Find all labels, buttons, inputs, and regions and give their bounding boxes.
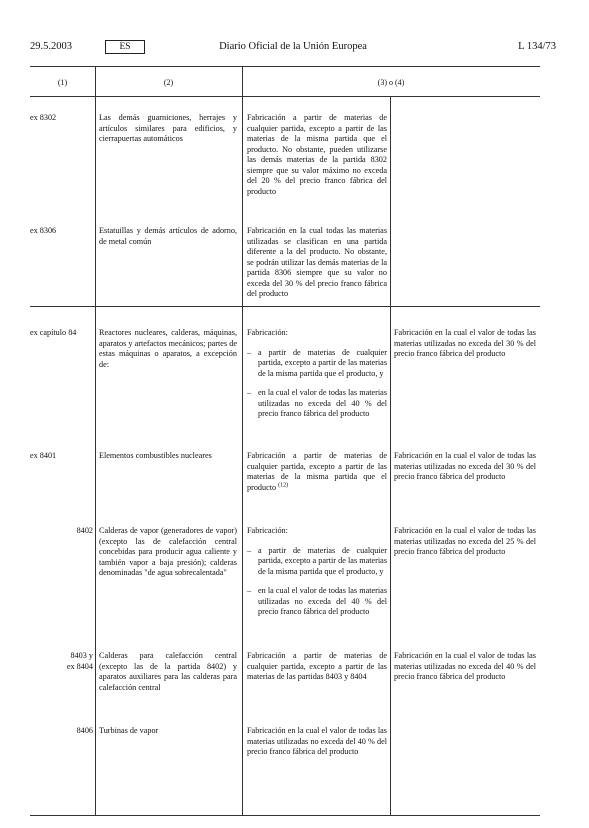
column-header-2: (2) <box>163 78 174 87</box>
row-code: ex 8401 <box>30 451 57 460</box>
row-description: Reactores nucleares, calderas, máquinas, aparatos y artefactos mecánicos; partes de estas máquinas o aparatos, a excepción de: <box>99 328 237 369</box>
rule-text: Fabricación a partir de materias de cualquier partida, excepto a partir de las materias de la misma partida que el producto <box>247 451 387 492</box>
row-code: ex capítulo 84 <box>30 328 77 337</box>
dash-glyph: – <box>247 586 252 595</box>
rule-condition-text: a partir de materias de cualquier partida, excepto a partir de las materias de la misma partida que el producto, y <box>258 545 387 576</box>
row-code-line: 8403 y <box>70 651 93 660</box>
group-separator-rule <box>30 306 540 307</box>
journal-title: Diario Oficial de la Unión Europea <box>219 41 367 52</box>
rule-condition-item <box>247 388 387 420</box>
page-header <box>30 40 556 56</box>
column-header-1: (1) <box>57 78 68 87</box>
row-rule-alternative: Fabricación en la cual el valor de todas las materias utilizadas no exceda del 30 % del precio franco fábrica del producto <box>394 328 536 358</box>
rule-intro: Fabricación: <box>247 526 288 535</box>
row-rule-primary: Fabricación a partir de materias de cualquier partida, excepto a partir de las materias de la misma partida que el producto. No obstante, pueden utilizarse las demás materias de la partida 8302 siempre que su valor máximo no exceda del 20 % del precio franco fábrica del producto <box>247 113 387 196</box>
rule-intro: Fabricación: <box>247 328 288 337</box>
page-reference: L 134/73 <box>518 41 556 52</box>
row-code-line: ex 8404 <box>66 661 93 671</box>
column-divider-3 <box>390 96 391 816</box>
row-description: Calderas de vapor (generadores de vapor) (excepto las de calefacción central concebidas para producir agua caliente y también vapor a baja presión); calderas denominadas "de agua sobrecalentada" <box>99 526 237 577</box>
rule-condition-text: en la cual el valor de todas las materias utilizadas no exceda del 40 % del precio franco fábrica del producto <box>258 586 387 616</box>
rule-condition-item <box>247 586 387 618</box>
row-rule-primary <box>247 451 387 493</box>
row-code <box>30 651 93 672</box>
rule-condition-text: en la cual el valor de todas las materias utilizadas no exceda del 40 % del precio franco fábrica del producto <box>258 388 387 418</box>
row-code: 8402 <box>76 526 93 535</box>
dash-glyph: – <box>247 347 252 357</box>
row-rule-primary: Fabricación a partir de materias de cualquier partida, excepto a partir de las materias de las partidas 8403 y 8404 <box>247 651 387 681</box>
dash-glyph: – <box>247 388 252 397</box>
dash-glyph: – <box>247 545 252 555</box>
publication-date: 29.5.2003 <box>30 41 72 52</box>
row-rule-alternative: Fabricación en la cual el valor de todas las materias utilizadas no exceda del 30 % del precio franco fábrica del producto <box>394 451 536 481</box>
rule-condition-item <box>247 546 387 578</box>
row-description: Las demás guarniciones, herrajes y artículos similares para edificios, y cierrapuertas automáticos <box>99 113 237 143</box>
rules-table <box>30 66 540 816</box>
rule-condition-text: a partir de materias de cualquier partida, excepto a partir de las materias de la misma partida que el producto, y <box>258 347 387 378</box>
row-description: Turbinas de vapor <box>99 726 159 735</box>
row-rule-primary: Fabricación en la cual todas las materias utilizadas se clasifican en una partida diferente a la del producto. No obstante, se podrán utilizar las demás materias de la partida 8306 siempre que su valor no exceda del 30 % del precio franco fábrica del producto <box>247 226 387 298</box>
row-rule-primary <box>247 526 387 618</box>
table-bottom-rule <box>30 815 540 816</box>
header-bottom-rule <box>30 96 540 97</box>
column-divider-2 <box>242 66 243 816</box>
footnote-ref: (12) <box>278 481 289 488</box>
table-top-rule <box>30 66 540 67</box>
row-code: ex 8306 <box>30 226 57 235</box>
column-divider-1 <box>95 66 96 816</box>
row-rule-primary: Fabricación en la cual el valor de todas las materias utilizadas no exceda del 40 % del precio franco fábrica del producto <box>247 726 387 756</box>
row-description: Estatuillas y demás artículos de adorno, de metal común <box>99 226 237 246</box>
row-code: 8406 <box>76 726 93 735</box>
language-badge: ES <box>105 40 145 54</box>
row-rule-primary <box>247 328 387 420</box>
row-rule-alternative: Fabricación en la cual el valor de todas las materias utilizadas no exceda del 40 % del precio franco fábrica del producto <box>394 651 536 681</box>
row-code: ex 8302 <box>30 113 57 122</box>
rule-condition-item <box>247 348 387 380</box>
column-header-3-4: (3) o (4) <box>377 78 405 87</box>
row-description: Elementos combustibles nucleares <box>99 451 212 460</box>
row-rule-alternative: Fabricación en la cual el valor de todas las materias utilizadas no exceda del 25 % del precio franco fábrica del producto <box>394 526 536 556</box>
row-description: Calderas para calefacción central (excepto las de la partida 8402) y aparatos auxiliares para las calderas para calefacción central <box>99 651 237 692</box>
